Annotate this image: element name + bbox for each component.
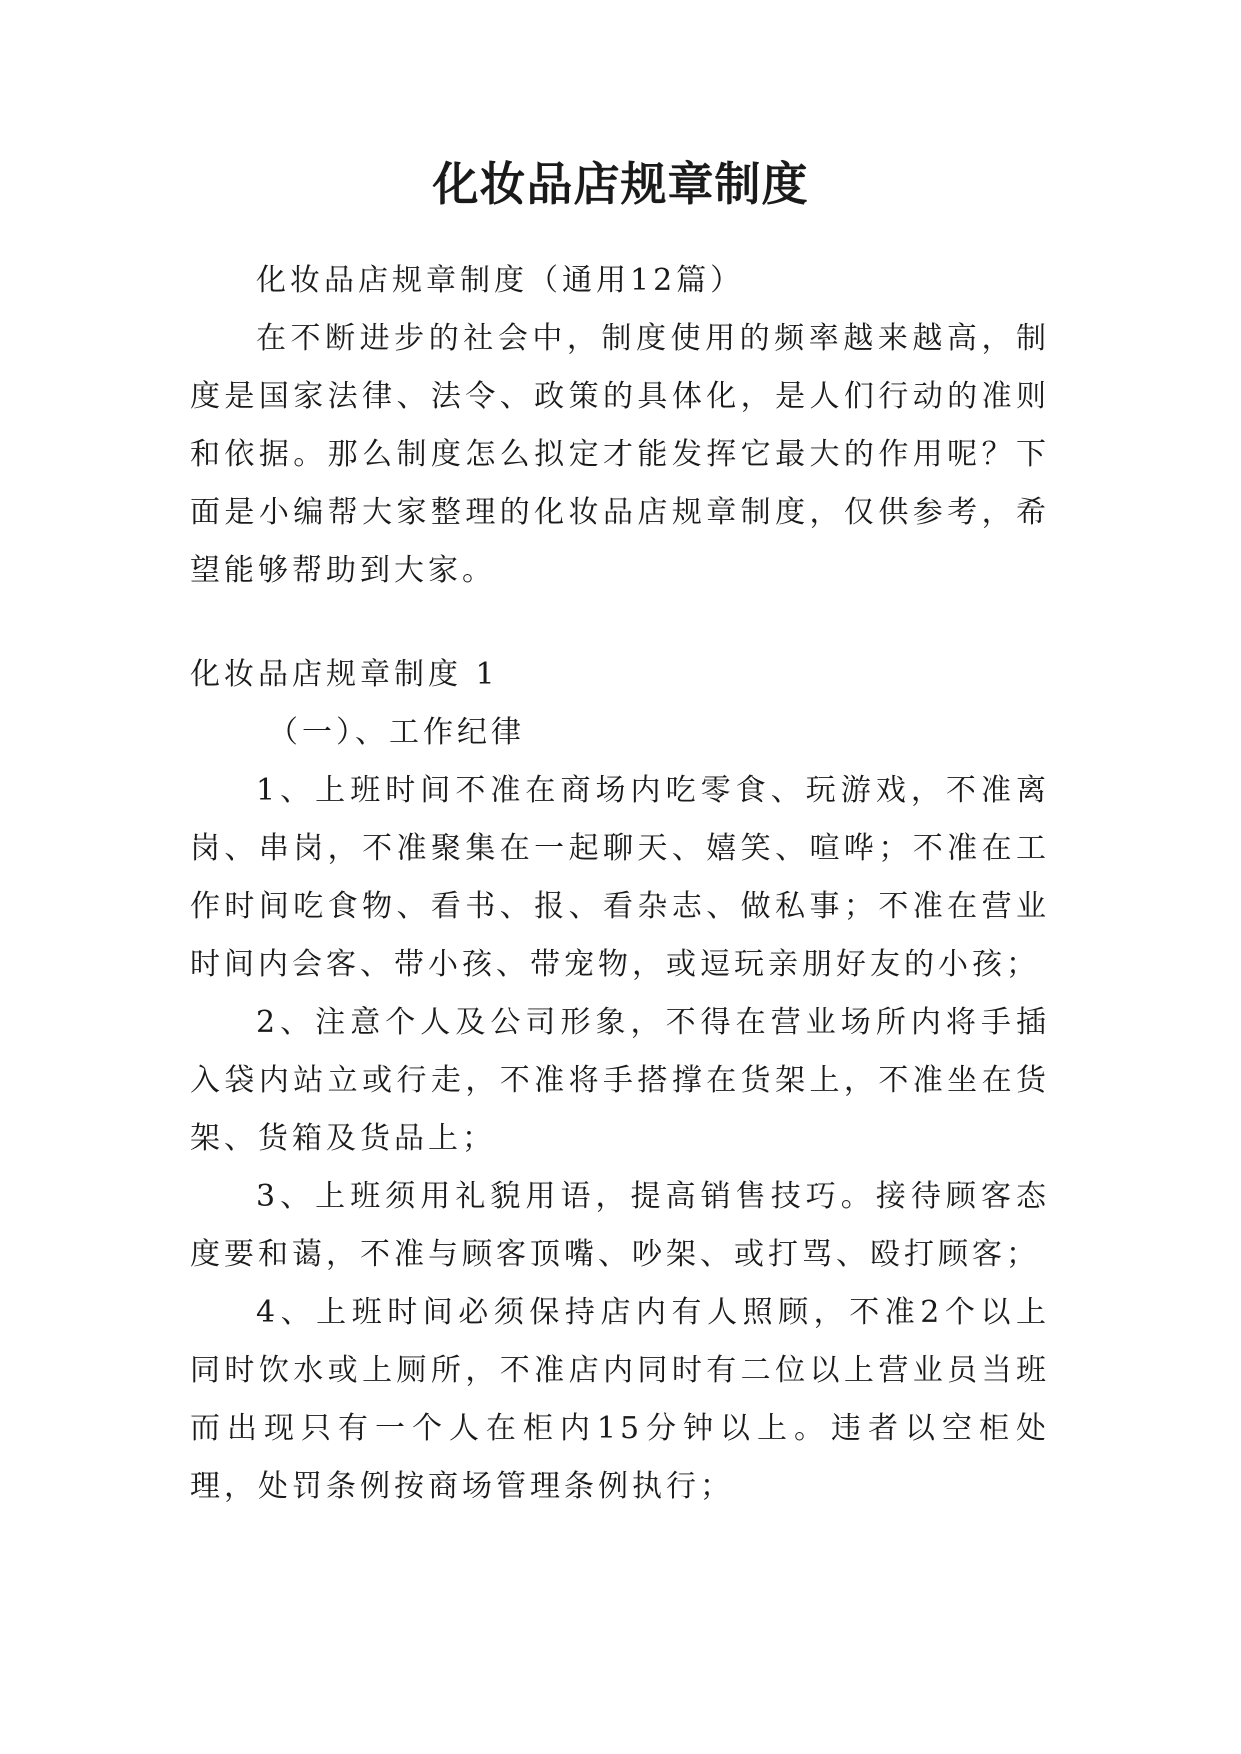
rule-paragraph: 4、上班时间必须保持店内有人照顾，不准2个以上同时饮水或上厕所，不准店内同时有二位以上营业员当班而出现只有一个人在柜内15分钟以上。违者以空柜处理，处罚条例按商场管理条例执行； bbox=[190, 1295, 1050, 1504]
section-heading: 化妆品店规章制度 1 bbox=[190, 657, 499, 692]
intro-heading: 化妆品店规章制度（通用12篇） bbox=[256, 263, 745, 298]
rule-paragraph: 1、上班时间不准在商场内吃零食、玩游戏，不准离岗、串岗，不准聚集在一起聊天、嬉笑、喧哗；不准在工作时间吃食物、看书、报、看杂志、做私事；不准在营业时间内会客、带小孩、带宠物，或逗玩亲朋好友的小孩； bbox=[190, 773, 1050, 982]
page-title: 化妆品店规章制度 bbox=[432, 157, 809, 211]
section-subheading: （一）、工作纪律 bbox=[268, 715, 525, 750]
rule-paragraph: 3、上班须用礼貌用语，提高销售技巧。接待顾客态度要和蔼，不准与顾客顶嘴、吵架、或打骂、殴打顾客； bbox=[190, 1179, 1050, 1272]
document-body bbox=[190, 252, 1050, 1516]
intro-paragraph: 在不断进步的社会中，制度使用的频率越来越高，制度是国家法律、法令、政策的具体化，是人们行动的准则和依据。那么制度怎么拟定才能发挥它最大的作用呢？下面是小编帮大家整理的化妆品店规章制度，仅供参考，希望能够帮助到大家。 bbox=[190, 321, 1050, 588]
rule-paragraph: 2、注意个人及公司形象，不得在营业场所内将手插入袋内站立或行走，不准将手搭撑在货架上，不准坐在货架、货箱及货品上； bbox=[190, 1005, 1050, 1156]
